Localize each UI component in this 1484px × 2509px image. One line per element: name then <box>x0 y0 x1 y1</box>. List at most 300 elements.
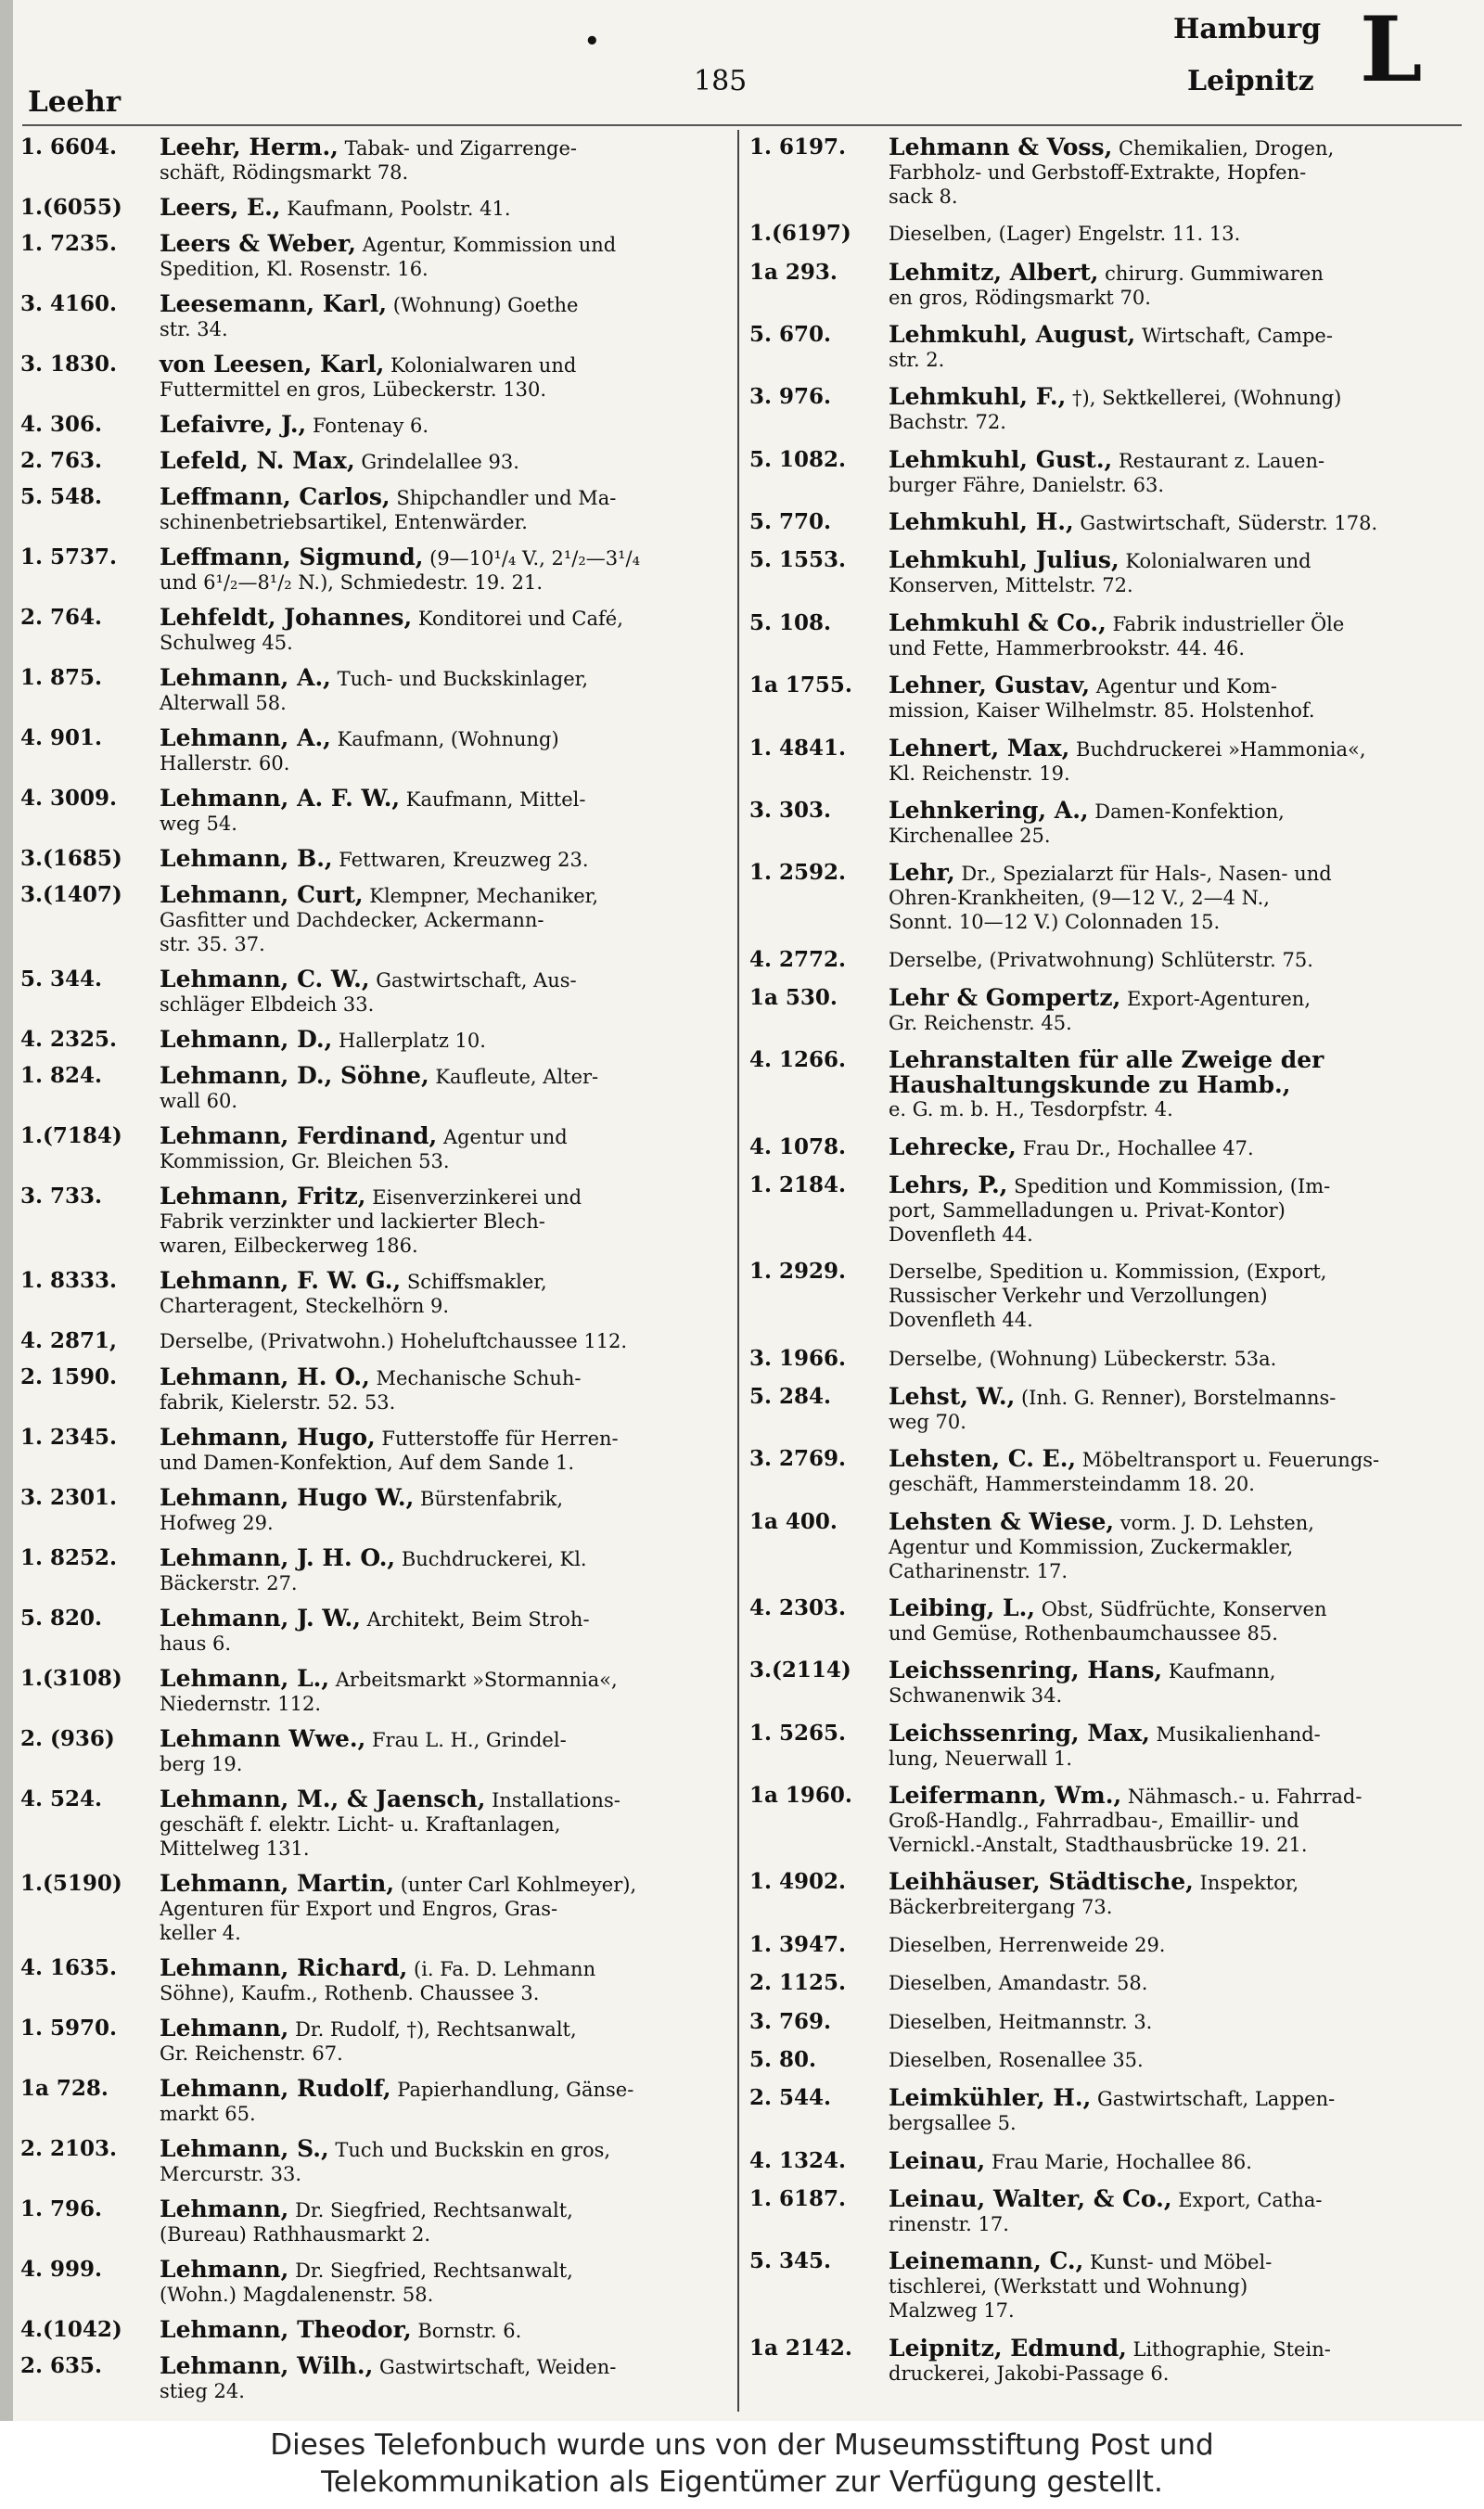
entry-details: Derselbe, (Wohnung) Lübeckerstr. 53a. <box>889 1347 1277 1370</box>
directory-entry <box>749 2010 1440 2034</box>
directory-entry <box>749 1596 1440 1645</box>
directory-entry <box>749 1173 1440 1247</box>
entry-continuation: rinenstr. 17. <box>889 2212 1009 2235</box>
subscriber-name: Lehmann, B., <box>160 845 333 872</box>
entry-continuation: Agentur und Kommission, Zuckermakler, <box>889 1535 1294 1558</box>
phone-number: 2. (936) <box>20 1726 115 1751</box>
phone-number: 4. 2772. <box>749 946 847 972</box>
entry-details: Gastwirtschaft, Lappen- <box>1097 2088 1336 2111</box>
entry-details: Kolonialwaren und <box>390 354 577 377</box>
directory-entry <box>20 352 711 402</box>
directory-entry <box>20 2258 711 2307</box>
subscriber-name: Leers & Weber, <box>160 230 356 257</box>
entry-details: Dieselben, Heitmannstr. 3. <box>889 2010 1153 2033</box>
entry-continuation: Spedition, Kl. Rosenstr. 16. <box>160 258 429 280</box>
subscriber-name: Lehmann, D., Söhne, <box>160 1062 429 1089</box>
footer-notice <box>0 2421 1484 2509</box>
directory-entry <box>20 292 711 341</box>
phone-number: 4. 524. <box>20 1786 103 1811</box>
entry-continuation: Dovenfleth 44. <box>889 1309 1033 1332</box>
directory-entry <box>20 1607 711 1656</box>
subscriber-name: Leihhäuser, Städtische, <box>889 1868 1194 1896</box>
subscriber-name: Lehst, W., <box>889 1383 1016 1411</box>
subscriber-name: Lehrecke, <box>889 1133 1017 1160</box>
entry-details: Export-Agenturen, <box>1126 987 1311 1010</box>
phone-number: 5. 80. <box>749 2046 817 2072</box>
directory-entry <box>20 1727 711 1776</box>
directory-entry <box>749 1784 1440 1857</box>
entry-continuation: Bäckerbreitergang 73. <box>889 1896 1113 1919</box>
entry-continuation: Futtermittel en gros, Lübeckerstr. 130. <box>160 378 546 401</box>
phone-number: 1. 796. <box>20 2196 103 2221</box>
directory-entry <box>749 1048 1440 1121</box>
phone-number: 3. 733. <box>20 1184 103 1209</box>
entry-details: Bornstr. 6. <box>417 2320 522 2342</box>
phone-number: 5. 108. <box>749 609 832 635</box>
phone-number: 5. 1082. <box>749 446 847 472</box>
directory-entry <box>20 2077 711 2126</box>
directory-entry <box>20 2318 711 2343</box>
entry-continuation: e. G. m. b. H., Tesdorpfstr. 4. <box>889 1098 1173 1121</box>
phone-number: 4. 2325. <box>20 1027 118 1052</box>
entry-details: Buchdruckerei »Hammonia«, <box>1076 737 1366 761</box>
entry-continuation: Farbholz- und Gerbstoff-Extrakte, Hopfen- <box>889 161 1307 184</box>
directory-entry <box>20 1184 711 1258</box>
directory-entry <box>749 445 1440 497</box>
directory-entry <box>20 726 711 775</box>
entry-details: Architekt, Beim Stroh- <box>366 1608 590 1631</box>
directory-entry <box>749 861 1440 934</box>
directory-entry <box>20 135 711 185</box>
entry-details: Dieselben, Amandastr. 58. <box>889 1972 1148 1995</box>
entry-continuation: Kirchenallee 25. <box>889 824 1051 847</box>
entry-continuation: Mittelweg 131. <box>160 1837 310 1860</box>
directory-entry <box>749 2146 1440 2174</box>
phone-number: 1. 3947. <box>749 1931 847 1957</box>
directory-entry <box>749 948 1440 972</box>
entry-continuation: Hofweg 29. <box>160 1512 274 1534</box>
subscriber-name: Lehmann, A. F. W., <box>160 785 401 812</box>
subscriber-name: Lehmann, <box>160 2195 289 2222</box>
phone-number: 1. 824. <box>20 1063 103 1088</box>
phone-number: 1. 8333. <box>20 1268 118 1293</box>
phone-number: 1a 728. <box>20 2076 109 2101</box>
entry-details: Hallerplatz 10. <box>338 1030 486 1052</box>
subscriber-name: Lehranstalten für alle Zweige der <box>889 1046 1324 1074</box>
subscriber-name: Leipnitz, Edmund, <box>889 2334 1127 2362</box>
entry-continuation: Kommission, Gr. Bleichen 53. <box>160 1150 450 1172</box>
entry-continuation: geschäft f. elektr. Licht- u. Kraftanlagen, <box>160 1813 561 1836</box>
entry-details: (9—10¹/₄ V., 2¹/₂—3¹/₄ <box>429 547 641 570</box>
directory-entry <box>749 983 1440 1035</box>
entry-details: (i. Fa. D. Lehmann <box>414 1958 596 1980</box>
entry-details: Tabak- und Zigarrenge- <box>344 137 577 160</box>
phone-number: 4. 901. <box>20 725 103 750</box>
phone-number: 1. 4841. <box>749 735 847 761</box>
directory-entry <box>749 258 1440 310</box>
subscriber-name: Leichssenring, Hans, <box>889 1657 1163 1684</box>
phone-number: 1. 5737. <box>20 544 118 570</box>
phone-number: 3. 4160. <box>20 291 118 316</box>
subscriber-name: Lehmann, <box>160 2256 289 2283</box>
subscriber-name: Lehmann, Fritz, <box>160 1183 366 1210</box>
phone-number: 1. 875. <box>20 665 103 690</box>
directory-entry <box>20 1872 711 1945</box>
phone-number: 3. 976. <box>749 384 832 410</box>
directory-entry <box>749 2184 1440 2236</box>
subscriber-name: Lehmann, Richard, <box>160 1954 408 1981</box>
directory-entry <box>20 1329 711 1353</box>
phone-number: 1. 5970. <box>20 2016 118 2041</box>
phone-number: 4. 306. <box>20 412 103 437</box>
phone-number: 1. 6604. <box>20 134 118 160</box>
directory-entry <box>20 847 711 872</box>
section-letter: L <box>1360 0 1423 102</box>
entry-details: Buchdruckerei, Kl. <box>401 1548 587 1570</box>
phone-number: 2. 635. <box>20 2353 103 2378</box>
entry-details: Frau Dr., Hochallee 47. <box>1022 1136 1254 1159</box>
subscriber-name: Lehmann, Hugo, <box>160 1424 376 1451</box>
entry-details: Kunst- und Möbel- <box>1090 2251 1273 2274</box>
directory-entry <box>749 1135 1440 1160</box>
phone-number: 4. 999. <box>20 2257 103 2282</box>
entry-details: Kaufmann, <box>1168 1660 1276 1683</box>
phone-number: 2. 1590. <box>20 1364 118 1389</box>
directory-entry <box>749 135 1440 209</box>
entry-continuation: Mercurstr. 33. <box>160 2163 301 2185</box>
phone-number: 1. 2592. <box>749 860 847 886</box>
entry-details: Bürstenfabrik, <box>420 1488 564 1510</box>
subscriber-name: Lehmann, Ferdinand, <box>160 1122 438 1149</box>
entry-details: Agentur, Kommission und <box>362 234 617 256</box>
phone-number: 5. 1553. <box>749 547 847 573</box>
entry-continuation: str. 35. 37. <box>160 933 265 955</box>
entry-continuation: tischlerei, (Werkstatt und Wohnung) <box>889 2275 1248 2298</box>
header-rule <box>22 124 1462 126</box>
entry-details: Tuch und Buckskin en gros, <box>335 2139 611 2161</box>
entry-details: Shipchandler und Ma- <box>396 487 617 509</box>
left-column <box>20 135 711 2408</box>
directory-entry <box>20 883 711 956</box>
entry-details: Fontenay 6. <box>312 415 429 437</box>
directory-entry <box>20 787 711 836</box>
entry-details: Kaufleute, Alter- <box>435 1066 599 1088</box>
phone-number: 4. 1324. <box>749 2147 847 2173</box>
directory-entry <box>20 606 711 655</box>
entry-details: vorm. J. D. Lehsten, <box>1119 1511 1314 1534</box>
subscriber-name: Lehmann, H. O., <box>160 1363 370 1390</box>
directory-entry <box>20 485 711 534</box>
phone-number: 5. 548. <box>20 484 103 509</box>
entry-continuation: lung, Neuerwall 1. <box>889 1747 1072 1770</box>
entry-details: Spedition und Kommission, (Im- <box>1014 1174 1331 1197</box>
directory-entry <box>20 2137 711 2186</box>
phone-number: 1a 2142. <box>749 2335 852 2361</box>
directory-entry <box>20 2197 711 2247</box>
subscriber-name: Leffmann, Carlos, <box>160 483 390 510</box>
entry-details: Export, Catha- <box>1178 2188 1323 2211</box>
entry-details: Kaufmann, Poolstr. 41. <box>287 198 511 220</box>
entry-continuation: Russischer Verkehr und Verzollungen) <box>889 1285 1268 1308</box>
entry-details: Dieselben, Rosenallee 35. <box>889 2048 1144 2071</box>
entry-continuation: Schwanenwik 34. <box>889 1684 1063 1708</box>
subscriber-name: Lehmann & Voss, <box>889 134 1113 160</box>
entry-details: Konditorei und Café, <box>417 608 623 630</box>
entry-continuation: keller 4. <box>160 1922 241 1944</box>
entry-details: Agentur und Kom- <box>1095 675 1277 698</box>
subscriber-name: Lehsten & Wiese, <box>889 1507 1115 1535</box>
subscriber-name: Lefaivre, J., <box>160 411 307 438</box>
subscriber-name: Leinemann, C., <box>889 2247 1084 2275</box>
subscriber-name: Lehmann, <box>160 2015 289 2042</box>
subscriber-name: Lehmann, J. W., <box>160 1605 361 1632</box>
page-number: 185 <box>694 65 748 97</box>
subscriber-name: Lehmann, J. H. O., <box>160 1544 396 1571</box>
phone-number: 2. 544. <box>749 2085 832 2111</box>
subscriber-name: Leesemann, Karl, <box>160 290 388 317</box>
entry-details: Obst, Südfrüchte, Konserven <box>1041 1598 1327 1621</box>
phone-number: 5. 770. <box>749 509 832 535</box>
directory-entry <box>20 1486 711 1535</box>
entry-details: Derselbe, (Privatwohnung) Schlüterstr. 75. <box>889 948 1313 971</box>
subscriber-name: Lehmann, Theodor, <box>160 2316 412 2343</box>
subscriber-name: Leehr, Herm., <box>160 134 339 160</box>
entry-continuation: druckerei, Jakobi-Passage 6. <box>889 2362 1170 2385</box>
entry-continuation: Agenturen für Export und Engros, Gras- <box>160 1898 558 1920</box>
entry-continuation: Gr. Reichenstr. 45. <box>889 1011 1072 1034</box>
phone-number: 1. 6187. <box>749 2185 847 2211</box>
directory-entry <box>20 1787 711 1861</box>
entry-continuation: Sonnt. 10—12 V.) Colonnaden 15. <box>889 911 1221 934</box>
entry-details: Frau L. H., Grindel- <box>371 1729 567 1751</box>
phone-number: 1. 8252. <box>20 1545 118 1570</box>
entry-details: Gastwirtschaft, Aus- <box>376 969 577 992</box>
entry-details: Dr. Siegfried, Rechtsanwalt, <box>295 2259 573 2282</box>
subscriber-name: Leers, E., <box>160 194 281 221</box>
phone-number: 5. 344. <box>20 966 103 992</box>
entry-continuation: schäft, Rödingsmarkt 78. <box>160 161 409 184</box>
directory-entry <box>20 449 711 474</box>
phone-number: 4. 3009. <box>20 786 118 811</box>
directory-entry <box>749 2336 1440 2386</box>
entry-continuation: waren, Eilbeckerweg 186. <box>160 1235 418 1257</box>
entry-continuation: und Fette, Hammerbrookstr. 44. 46. <box>889 636 1246 659</box>
footer-line-1: Dieses Telefonbuch wurde uns von der Museumsstiftung Post und <box>270 2428 1214 2462</box>
entry-details: Dieselben, (Lager) Engelstr. 11. 13. <box>889 223 1241 246</box>
phone-number: 1. 2184. <box>749 1171 847 1197</box>
phone-number: 3.(2114) <box>749 1658 851 1683</box>
subscriber-name: Lehmkuhl, H., <box>889 508 1074 536</box>
entry-details: Agentur und <box>442 1126 568 1148</box>
entry-continuation: weg 54. <box>160 813 237 835</box>
directory-entry <box>749 2249 1440 2323</box>
entry-details: Eisenverzinkerei und <box>372 1186 582 1209</box>
subscriber-name: Lehmkuhl, August, <box>889 321 1136 349</box>
subscriber-name: Lefeld, N. Max, <box>160 447 355 474</box>
phone-number: 5. 284. <box>749 1384 832 1410</box>
subscriber-name: Lehmann, Hugo W., <box>160 1484 415 1511</box>
directory-entry <box>20 1956 711 2005</box>
entry-details: Mechanische Schuh- <box>376 1367 582 1389</box>
subscriber-name: Lehmann, A., <box>160 724 331 751</box>
entry-continuation: str. 2. <box>889 349 945 372</box>
directory-entry <box>749 673 1440 723</box>
phone-number: 2. 1125. <box>749 1970 847 1996</box>
ornament-dot: • <box>584 28 600 56</box>
phone-number: 1.(5190) <box>20 1871 122 1896</box>
subscriber-name: Lehmann, Martin, <box>160 1870 395 1897</box>
directory-entry <box>749 2086 1440 2135</box>
phone-number: 1. 6197. <box>749 134 847 160</box>
directory-entry <box>20 232 711 281</box>
phone-number: 3. 303. <box>749 797 832 823</box>
entry-continuation: geschäft, Hammersteindamm 18. 20. <box>889 1473 1255 1496</box>
entry-continuation: Groß-Handlg., Fahrradbau-, Emaillir- und <box>889 1810 1299 1833</box>
entry-details: Damen-Konfektion, <box>1094 800 1285 823</box>
directory-entry <box>20 2016 711 2066</box>
entry-continuation: Kl. Reichenstr. 19. <box>889 762 1070 785</box>
directory-entry <box>20 1269 711 1318</box>
entry-continuation: Catharinenstr. 17. <box>889 1559 1068 1582</box>
entry-details: Papierhandlung, Gänse- <box>397 2079 634 2101</box>
entry-continuation: Niedernstr. 112. <box>160 1693 322 1715</box>
subscriber-name: Lehmann, Wilh., <box>160 2352 374 2379</box>
entry-continuation: port, Sammelladungen u. Privat-Kontor) <box>889 1198 1286 1222</box>
phone-number: 1. 2929. <box>749 1259 847 1285</box>
entry-details: Grindelallee 93. <box>361 451 519 473</box>
subscriber-name: Leffmann, Sigmund, <box>160 544 424 570</box>
entry-continuation: Dovenfleth 44. <box>889 1222 1033 1246</box>
directory-entry <box>749 796 1440 848</box>
subscriber-name: Lehr & Gompertz, <box>889 983 1121 1011</box>
phone-number: 4. 2871, <box>20 1328 118 1353</box>
entry-details: Dr. Siegfried, Rechtsanwalt, <box>295 2199 573 2221</box>
entry-details: (Wohnung) Goethe <box>392 294 579 316</box>
entry-details: Fabrik industrieller Öle <box>1112 612 1345 635</box>
left-running-head: Leehr <box>28 85 122 119</box>
entry-continuation: und Gemüse, Rothenbaumchaussee 85. <box>889 1622 1278 1645</box>
entry-continuation: Ohren-Krankheiten, (9—12 V., 2—4 N., <box>889 887 1270 910</box>
entry-details: Restaurant z. Lauen- <box>1118 449 1325 472</box>
entry-details: Dieselben, Herrenweide 29. <box>889 1933 1166 1956</box>
directory-entry <box>749 1719 1440 1771</box>
directory-entry <box>749 608 1440 660</box>
directory-entry <box>20 2354 711 2403</box>
phone-number: 1a 400. <box>749 1508 838 1534</box>
right-column <box>749 135 1440 2408</box>
entry-details: Nähmasch.- u. Fahrrad- <box>1127 1786 1362 1809</box>
entry-details: Wirtschaft, Campe- <box>1141 325 1333 348</box>
subscriber-name: Lehmann, L., <box>160 1665 330 1692</box>
entry-continuation: markt 65. <box>160 2103 256 2125</box>
phone-number: 1. 2345. <box>20 1425 118 1450</box>
phone-number: 3. 2301. <box>20 1485 118 1510</box>
directory-entry <box>20 413 711 438</box>
subscriber-name: Lehmann Wwe., <box>160 1725 366 1752</box>
entry-continuation: weg 70. <box>889 1411 966 1434</box>
directory-entry <box>20 1667 711 1716</box>
directory-entry <box>749 1260 1440 1332</box>
entry-details: Musikalienhand- <box>1156 1722 1321 1746</box>
subscriber-name: Leibing, L., <box>889 1594 1036 1622</box>
entry-details: Fettwaren, Kreuzweg 23. <box>339 849 589 871</box>
entry-details: (Inh. G. Renner), Borstelmanns- <box>1020 1387 1337 1410</box>
entry-continuation: (Bureau) Rathhausmarkt 2. <box>160 2223 431 2246</box>
subscriber-name: Lehner, Gustav, <box>889 672 1091 699</box>
phone-number: 2. 763. <box>20 448 103 473</box>
phone-number: 1a 293. <box>749 259 838 285</box>
phone-number: 1.(7184) <box>20 1123 122 1148</box>
subscriber-name: Lehmann, F. W. G., <box>160 1267 402 1294</box>
entry-continuation: Söhne), Kaufm., Rothenb. Chaussee 3. <box>160 1982 540 2004</box>
page-binding-edge <box>0 0 13 2421</box>
entry-details: Frau Marie, Hochallee 86. <box>991 2150 1252 2173</box>
entry-continuation: (Wohn.) Magdalenenstr. 58. <box>160 2284 434 2306</box>
subscriber-name: Leifermann, Wm., <box>889 1782 1122 1810</box>
entry-details: Schiffsmakler, <box>406 1271 547 1293</box>
entry-details: Klempner, Mechaniker, <box>369 885 599 907</box>
entry-details: Inspektor, <box>1199 1872 1299 1895</box>
entry-continuation: Bäckerstr. 27. <box>160 1572 298 1594</box>
entry-continuation: str. 34. <box>160 318 228 340</box>
entry-continuation: Haushaltungskunde zu Hamb., <box>889 1071 1291 1099</box>
subscriber-name: Lehmkuhl, F., <box>889 383 1067 411</box>
subscriber-name: Lehnert, Max, <box>889 734 1070 762</box>
subscriber-name: Leichssenring, Max, <box>889 1719 1150 1747</box>
phone-number: 4. 1635. <box>20 1955 118 1980</box>
subscriber-name: Leimkühler, H., <box>889 2084 1092 2112</box>
entry-details: Kolonialwaren und <box>1125 550 1311 573</box>
entry-continuation: Vernickl.-Anstalt, Stadthausbrücke 19. 21. <box>889 1834 1308 1857</box>
subscriber-name: Lehmann, A., <box>160 664 331 691</box>
column-divider <box>737 130 739 2412</box>
subscriber-name: Lehmkuhl, Julius, <box>889 546 1119 574</box>
entry-continuation: Fabrik verzinkter und lackierter Blech- <box>160 1210 545 1233</box>
entry-continuation: burger Fähre, Danielstr. 63. <box>889 473 1165 496</box>
directory-entry <box>20 1064 711 1113</box>
directory-entry <box>20 1028 711 1053</box>
subscriber-name: Lehmann, Curt, <box>160 881 364 908</box>
phone-number: 5. 820. <box>20 1606 103 1631</box>
directory-entry <box>749 1971 1440 1995</box>
subscriber-name: Lehmann, C. W., <box>160 966 370 992</box>
subscriber-name: Lehmkuhl & Co., <box>889 608 1107 636</box>
entry-continuation: en gros, Rödingsmarkt 70. <box>889 286 1151 309</box>
subscriber-name: Lehmann, S., <box>160 2135 329 2162</box>
phone-number: 4.(1042) <box>20 2317 122 2342</box>
entry-continuation: Charteragent, Steckelhörn 9. <box>160 1295 450 1317</box>
directory-entry <box>20 1365 711 1415</box>
phone-number: 1a 1960. <box>749 1783 852 1809</box>
subscriber-name: Lehnkering, A., <box>889 796 1089 824</box>
entry-continuation: Gr. Reichenstr. 67. <box>160 2042 343 2065</box>
entry-details: chirurg. Gummiwaren <box>1105 262 1324 285</box>
directory-entry <box>749 1347 1440 1371</box>
entry-continuation: Bachstr. 72. <box>889 411 1006 434</box>
phone-number: 5. 670. <box>749 322 832 348</box>
phone-number: 1.(6055) <box>20 195 122 220</box>
phone-number: 5. 345. <box>749 2248 832 2274</box>
subscriber-name: Leinau, <box>889 2146 986 2174</box>
directory-entry <box>20 1124 711 1173</box>
entry-continuation: sack 8. <box>889 186 958 208</box>
directory-entry <box>749 1933 1440 1957</box>
directory-entry <box>749 1447 1440 1496</box>
phone-number: 2. 764. <box>20 605 103 630</box>
phone-number: 2. 2103. <box>20 2136 118 2161</box>
entry-details: Futterstoffe für Herren- <box>381 1427 619 1450</box>
phone-number: 3.(1685) <box>20 846 122 871</box>
